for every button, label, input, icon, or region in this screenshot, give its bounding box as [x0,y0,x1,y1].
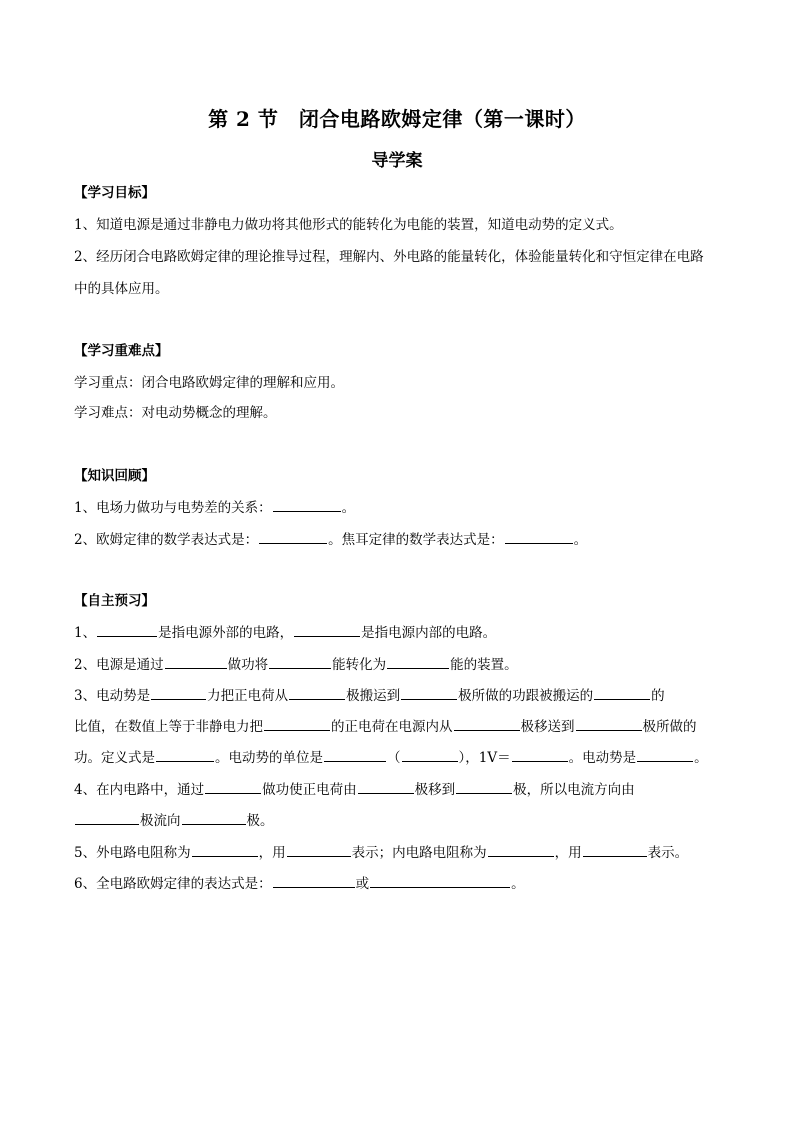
preview-question-2 [74,654,518,675]
question-text: 2、欧姆定律的数学表达式是： [74,532,259,548]
question-text: 是指电源内部的电路。 [361,625,497,641]
answer-blank[interactable] [358,779,414,794]
question-text: 是指电源外部的电路， [158,625,294,641]
question-text: 或 [355,876,370,892]
question-text: 做功使正电荷由 [262,782,357,798]
question-text: 4、在内电路中，通过 [74,782,205,798]
question-text: 极所做的功跟被搬运的 [458,688,594,704]
answer-blank[interactable] [402,747,458,762]
answer-blank[interactable] [287,842,351,857]
preview-question-4-line-2 [74,810,274,831]
answer-blank[interactable] [75,810,139,825]
question-text: 5、外电路电阻称为 [74,845,191,861]
answer-blank[interactable] [205,779,261,794]
question-text: 做功将 [227,657,269,673]
question-text: （ [387,750,401,766]
question-text: 极。 [246,813,274,829]
question-text: 表示；内电路电阻称为 [351,845,487,861]
key-point-difficulty: 学习难点：对电动势概念的理解。 [74,405,277,421]
question-text: ，用 [554,845,582,861]
answer-blank[interactable] [324,747,386,762]
preview-question-3-line-2 [74,716,697,737]
question-text: 1、电场力做功与电势差的关系： [74,500,272,516]
answer-blank[interactable] [370,873,510,888]
answer-blank[interactable] [594,685,650,700]
question-text: 极，所以电流方向由 [513,782,635,798]
answer-blank[interactable] [505,529,573,544]
question-text: 功。定义式是 [74,750,155,766]
answer-blank[interactable] [259,529,327,544]
objectives-heading: 【学习目标】 [74,185,155,201]
objective-item-2-line-1: 2、经历闭合电路欧姆定律的理论推导过程，理解内、外电路的能量转化，体验能量转化和守恒定律在电路 [74,249,704,265]
page-subtitle: 导学案 [371,151,423,171]
question-text: 。电动势是 [568,750,637,766]
answer-blank[interactable] [165,654,227,669]
question-text: 能的装置。 [450,657,518,673]
question-text: 表示。 [647,845,689,861]
objective-item-2-line-2: 中的具体应用。 [74,281,169,297]
answer-blank[interactable] [576,716,642,731]
question-text: 6、全电路欧姆定律的表达式是： [74,876,272,892]
question-text: 。 [573,532,588,548]
answer-blank[interactable] [156,747,214,762]
question-text: 比值，在数值上等于非静电力把 [74,719,263,735]
preview-question-1 [74,622,496,643]
preview-question-3-line-1 [74,685,665,706]
answer-blank[interactable] [583,842,647,857]
preview-question-5 [74,842,688,863]
page-title: 第 2 节 闭合电路欧姆定律（第一课时） [208,107,586,131]
answer-blank[interactable] [182,810,246,825]
review-question-2 [74,529,587,550]
question-text: 极移送到 [520,719,575,735]
answer-blank[interactable] [97,622,157,637]
question-text: 。 [341,500,356,516]
question-text: 极所做的 [642,719,697,735]
question-text: 。 [694,750,708,766]
question-text: 的正电荷在电源内从 [331,719,453,735]
preview-question-6 [74,873,525,894]
answer-blank[interactable] [273,497,341,512]
question-text: 极搬运到 [346,688,401,704]
question-text: 的 [651,688,665,704]
key-point-focus: 学习重点：闭合电路欧姆定律的理解和应用。 [74,375,344,391]
question-text: 极移到 [414,782,456,798]
answer-blank[interactable] [151,685,206,700]
question-text: ，用 [258,845,286,861]
answer-blank[interactable] [273,873,355,888]
answer-blank[interactable] [401,685,457,700]
answer-blank[interactable] [512,747,568,762]
question-text: ），1V＝ [458,750,511,766]
objective-item-1: 1、知道电源是通过非静电力做功将其他形式的能转化为电能的装置，知道电动势的定义式。 [74,217,623,233]
answer-blank[interactable] [294,622,360,637]
preview-question-4-line-1 [74,779,635,800]
question-text: 。 [511,876,525,892]
question-text: 极流向 [140,813,181,829]
answer-blank[interactable] [269,654,331,669]
answer-blank[interactable] [637,747,693,762]
answer-blank[interactable] [488,842,554,857]
key-points-heading: 【学习重难点】 [74,343,169,359]
question-text: 。焦耳定律的数学表达式是： [328,532,504,548]
question-text: 2、电源是通过 [74,657,164,673]
question-text: 1、 [74,625,97,641]
review-heading: 【知识回顾】 [74,468,155,484]
question-text: 能转化为 [332,657,387,673]
answer-blank[interactable] [289,685,345,700]
question-text: 。电动势的单位是 [215,750,323,766]
preview-heading: 【自主预习】 [74,593,155,609]
review-question-1 [74,497,355,518]
answer-blank[interactable] [192,842,258,857]
answer-blank[interactable] [454,716,520,731]
answer-blank[interactable] [456,779,512,794]
question-text: 3、电动势是 [74,688,151,704]
preview-question-3-line-3 [74,747,708,768]
answer-blank[interactable] [387,654,449,669]
answer-blank[interactable] [264,716,330,731]
question-text: 力把正电荷从 [207,688,289,704]
